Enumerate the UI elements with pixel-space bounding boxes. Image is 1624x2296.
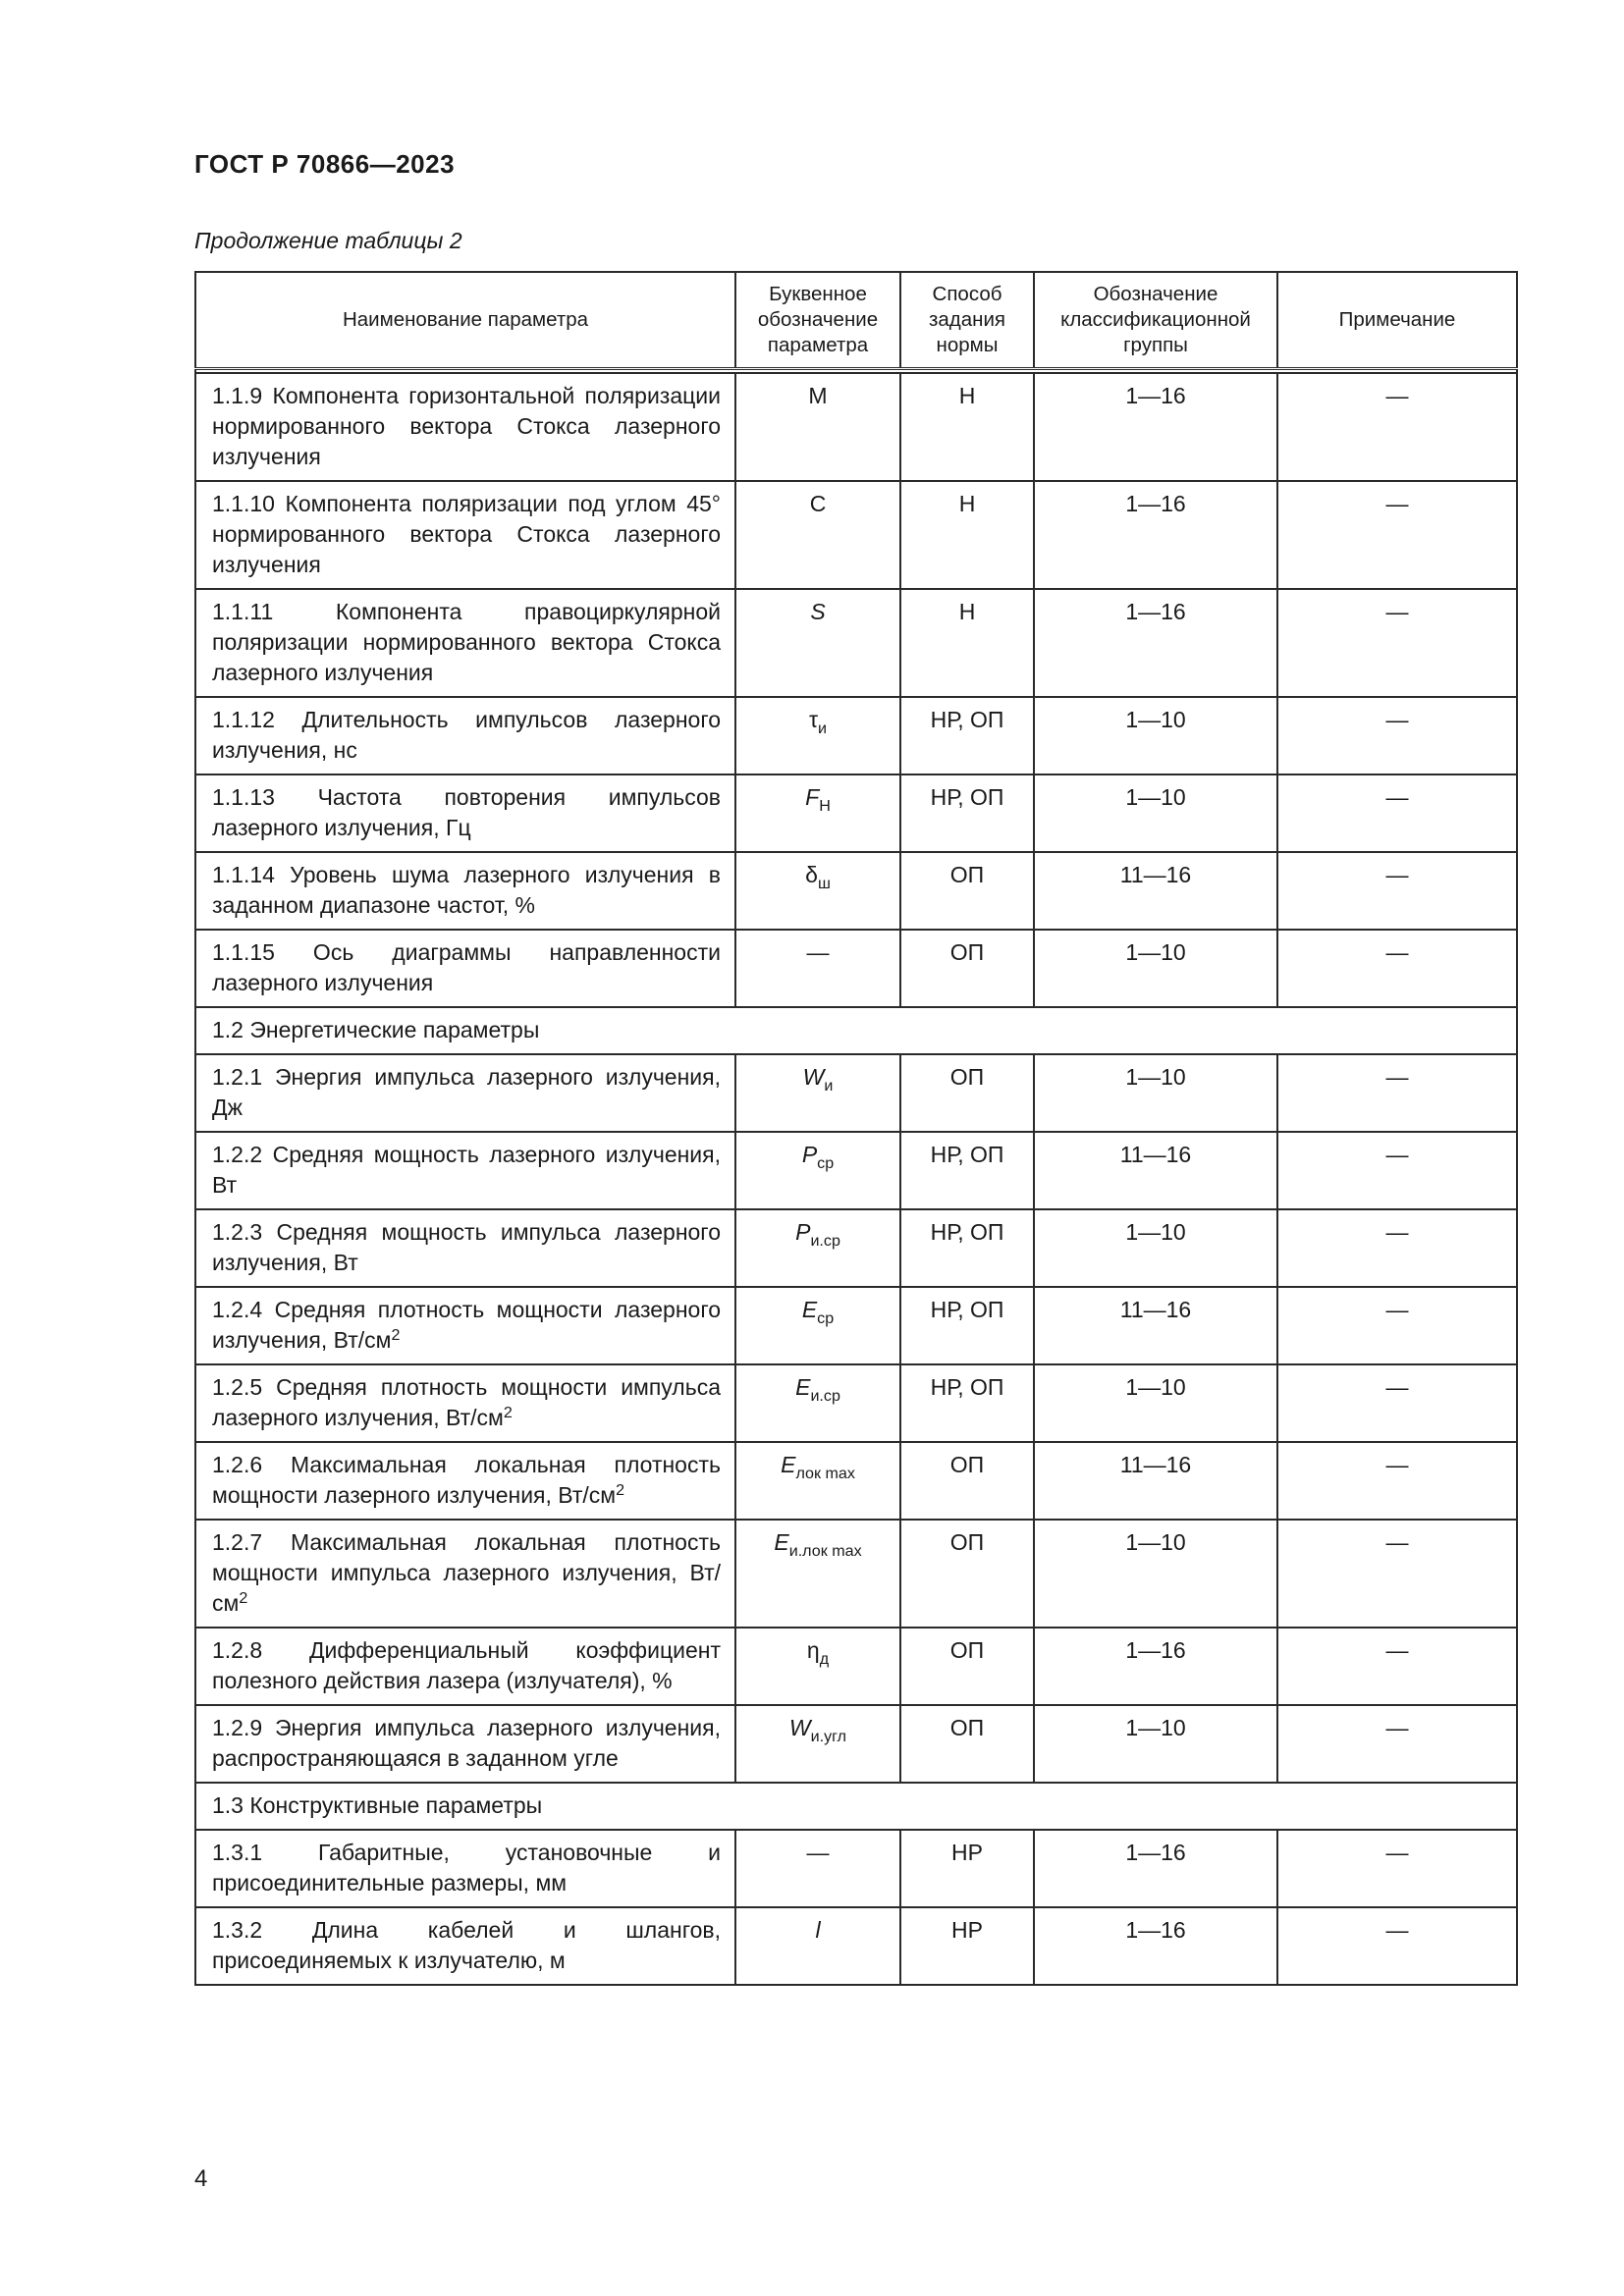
parameter-name — [195, 1132, 735, 1209]
parameter-name — [195, 852, 735, 930]
table-row — [195, 589, 1517, 697]
parameter-symbol — [735, 1442, 900, 1520]
symbol-letter: η — [806, 1636, 820, 1663]
symbol-letter: W — [788, 1714, 811, 1740]
parameters-table — [194, 271, 1518, 1986]
parameter-symbol — [735, 589, 900, 697]
classification-group: 1—10 — [1034, 1209, 1277, 1287]
symbol-letter: S — [810, 598, 826, 624]
parameter-name — [195, 697, 735, 774]
table-row — [195, 852, 1517, 930]
classification-group: 11—16 — [1034, 852, 1277, 930]
classification-group: 1—10 — [1034, 1054, 1277, 1132]
parameter-name — [195, 1520, 735, 1628]
classification-group: 11—16 — [1034, 1442, 1277, 1520]
note: — — [1277, 1628, 1517, 1705]
table-row — [195, 930, 1517, 1007]
note: — — [1277, 373, 1517, 481]
parameter-symbol — [735, 373, 900, 481]
norm-method: НР — [900, 1830, 1034, 1907]
parameter-name — [195, 1628, 735, 1705]
table-row — [195, 1442, 1517, 1520]
classification-group: 11—16 — [1034, 1132, 1277, 1209]
header-method: Способ задания нормы — [900, 272, 1034, 368]
classification-group: 1—10 — [1034, 1520, 1277, 1628]
norm-method: НР, ОП — [900, 1364, 1034, 1442]
symbol-subscript: ш — [817, 874, 831, 892]
symbol-subscript: ср — [817, 1153, 835, 1172]
document-title: ГОСТ Р 70866—2023 — [194, 149, 456, 179]
parameter-symbol — [735, 930, 900, 1007]
symbol-letter: E — [801, 1296, 818, 1322]
parameter-name-text: 1.1.9 Компонента горизонтальной поляризации нормированного вектора Стокса лазерного излучения — [212, 382, 721, 469]
norm-method: ОП — [900, 1705, 1034, 1783]
table-header-row — [195, 272, 1517, 368]
symbol-letter: C — [809, 490, 827, 516]
note: — — [1277, 1364, 1517, 1442]
parameter-name-text: 1.2.7 Максимальная локальная плотность мощности импульса лазерного излучения, Вт/см — [212, 1528, 721, 1616]
table-row — [195, 1132, 1517, 1209]
symbol-letter: E — [781, 1451, 796, 1477]
classification-group: 1—10 — [1034, 1364, 1277, 1442]
parameter-symbol — [735, 1054, 900, 1132]
section-title: 1.2 Энергетические параметры — [195, 1007, 1517, 1054]
parameter-name — [195, 1287, 735, 1364]
note: — — [1277, 1132, 1517, 1209]
norm-method: ОП — [900, 852, 1034, 930]
norm-method: ОП — [900, 1628, 1034, 1705]
parameter-name — [195, 1209, 735, 1287]
note: — — [1277, 1287, 1517, 1364]
parameter-symbol — [735, 1287, 900, 1364]
unit-exponent: 2 — [391, 1325, 401, 1344]
norm-method: ОП — [900, 1054, 1034, 1132]
symbol-subscript: и.угл — [810, 1727, 847, 1745]
table-row — [195, 1520, 1517, 1628]
symbol-letter: W — [802, 1063, 825, 1090]
header-note: Примечание — [1277, 272, 1517, 368]
symbol-letter: F — [805, 783, 820, 810]
parameter-name-text: 1.3.2 Длина кабелей и шлангов, присоединяемых к излучателю, м — [212, 1916, 721, 1973]
symbol-subscript: и.лок max — [788, 1541, 862, 1560]
note: — — [1277, 852, 1517, 930]
norm-method: НР — [900, 1907, 1034, 1985]
table-row — [195, 774, 1517, 852]
table-row — [195, 697, 1517, 774]
classification-group: 1—16 — [1034, 1830, 1277, 1907]
parameter-symbol — [735, 1628, 900, 1705]
classification-group: 1—10 — [1034, 774, 1277, 852]
symbol-letter: M — [808, 382, 828, 408]
note: — — [1277, 697, 1517, 774]
table-row — [195, 373, 1517, 481]
parameter-symbol — [735, 697, 900, 774]
table-row — [195, 1054, 1517, 1132]
table-row — [195, 1907, 1517, 1985]
norm-method: НР, ОП — [900, 1209, 1034, 1287]
symbol-letter: τ — [808, 706, 819, 732]
norm-method: Н — [900, 373, 1034, 481]
parameter-name — [195, 373, 735, 481]
note: — — [1277, 1830, 1517, 1907]
parameter-symbol — [735, 1364, 900, 1442]
parameter-name-text: 1.1.13 Частота повторения импульсов лазерного излучения, Гц — [212, 783, 721, 840]
parameter-name — [195, 1907, 735, 1985]
symbol-letter: — — [806, 938, 830, 965]
parameter-name — [195, 481, 735, 589]
parameter-name-text: 1.2.1 Энергия импульса лазерного излучения, Дж — [212, 1063, 721, 1120]
norm-method: НР, ОП — [900, 1132, 1034, 1209]
parameter-name-text: 1.2.8 Дифференциальный коэффициент полезного действия лазера (излучателя), % — [212, 1636, 721, 1693]
section-title: 1.3 Конструктивные параметры — [195, 1783, 1517, 1830]
parameter-name — [195, 930, 735, 1007]
symbol-subscript: и — [818, 719, 828, 737]
table-row — [195, 1364, 1517, 1442]
table-row — [195, 481, 1517, 589]
parameter-name-text: 1.2.5 Средняя плотность мощности импульса лазерного излучения, Вт/см — [212, 1373, 721, 1430]
parameter-name — [195, 1054, 735, 1132]
norm-method: ОП — [900, 1520, 1034, 1628]
parameter-name — [195, 1364, 735, 1442]
symbol-subscript: H — [819, 796, 831, 815]
page-number: 4 — [194, 2165, 208, 2192]
symbol-letter: E — [774, 1528, 789, 1555]
parameter-name-text: 1.2.6 Максимальная локальная плотность мощности лазерного излучения, Вт/см — [212, 1451, 721, 1508]
norm-method: ОП — [900, 930, 1034, 1007]
parameter-name-text: 1.2.2 Средняя мощность лазерного излучения, Вт — [212, 1141, 721, 1198]
parameter-name-text: 1.2.3 Средняя мощность импульса лазерного излучения, Вт — [212, 1218, 721, 1275]
parameter-symbol — [735, 1907, 900, 1985]
symbol-subscript: и — [824, 1076, 834, 1095]
norm-method: Н — [900, 481, 1034, 589]
classification-group: 1—16 — [1034, 481, 1277, 589]
parameter-symbol — [735, 1705, 900, 1783]
parameter-symbol — [735, 852, 900, 930]
section-row — [195, 1783, 1517, 1830]
unit-exponent: 2 — [616, 1480, 625, 1499]
parameter-name-text: 1.3.1 Габаритные, установочные и присоединительные размеры, мм — [212, 1839, 721, 1896]
parameter-name-text: 1.1.11 Компонента правоциркулярной поляризации нормированного вектора Стокса лазерного излучения — [212, 598, 721, 685]
classification-group: 1—16 — [1034, 1907, 1277, 1985]
classification-group: 1—16 — [1034, 1628, 1277, 1705]
table-caption: Продолжение таблицы 2 — [194, 228, 462, 253]
symbol-letter: l — [815, 1916, 821, 1943]
table-row — [195, 1705, 1517, 1783]
classification-group: 1—16 — [1034, 589, 1277, 697]
classification-group: 1—16 — [1034, 373, 1277, 481]
parameter-symbol — [735, 1520, 900, 1628]
symbol-subscript: и.ср — [810, 1231, 840, 1250]
section-row — [195, 1007, 1517, 1054]
classification-group: 1—10 — [1034, 1705, 1277, 1783]
symbol-subscript: лок max — [795, 1464, 855, 1482]
parameter-symbol — [735, 481, 900, 589]
symbol-letter: — — [806, 1839, 830, 1865]
parameter-symbol — [735, 1132, 900, 1209]
parameter-name — [195, 1705, 735, 1783]
note: — — [1277, 1209, 1517, 1287]
unit-exponent: 2 — [239, 1588, 248, 1607]
header-name: Наименование параметра — [195, 272, 735, 368]
parameter-symbol — [735, 1209, 900, 1287]
parameter-name — [195, 1442, 735, 1520]
note: — — [1277, 1442, 1517, 1520]
parameter-symbol — [735, 1830, 900, 1907]
parameter-name-text: 1.1.15 Ось диаграммы направленности лазерного излучения — [212, 938, 721, 995]
note: — — [1277, 774, 1517, 852]
note: — — [1277, 1907, 1517, 1985]
table-row — [195, 1830, 1517, 1907]
parameter-name-text: 1.1.12 Длительность импульсов лазерного излучения, нс — [212, 706, 721, 763]
symbol-subscript: д — [819, 1649, 830, 1668]
classification-group: 1—10 — [1034, 930, 1277, 1007]
symbol-letter: P — [801, 1141, 818, 1167]
classification-group: 11—16 — [1034, 1287, 1277, 1364]
parameter-symbol — [735, 774, 900, 852]
parameter-name-text: 1.2.9 Энергия импульса лазерного излучения, распространяющаяся в заданном угле — [212, 1714, 721, 1771]
parameter-name-text: 1.2.4 Средняя плотность мощности лазерного излучения, Вт/см — [212, 1296, 721, 1353]
symbol-letter: P — [795, 1218, 811, 1245]
parameter-name-text: 1.1.10 Компонента поляризации под углом 45° нормированного вектора Стокса лазерного излучения — [212, 490, 721, 577]
norm-method: НР, ОП — [900, 697, 1034, 774]
norm-method: Н — [900, 589, 1034, 697]
symbol-subscript: и.ср — [810, 1386, 840, 1405]
note: — — [1277, 1520, 1517, 1628]
header-group: Обозначение классификационной группы — [1034, 272, 1277, 368]
table-body — [195, 368, 1517, 1985]
note: — — [1277, 1054, 1517, 1132]
table-row — [195, 1209, 1517, 1287]
symbol-letter: δ — [805, 861, 818, 887]
unit-exponent: 2 — [503, 1403, 513, 1421]
table-row — [195, 1628, 1517, 1705]
parameter-name — [195, 1830, 735, 1907]
table-row — [195, 1287, 1517, 1364]
parameter-name-text: 1.1.14 Уровень шума лазерного излучения в заданном диапазоне частот, % — [212, 861, 721, 918]
symbol-letter: E — [795, 1373, 811, 1400]
norm-method: НР, ОП — [900, 1287, 1034, 1364]
parameter-name — [195, 774, 735, 852]
symbol-subscript: ср — [817, 1308, 835, 1327]
header-symbol: Буквенное обозначение параметра — [735, 272, 900, 368]
classification-group: 1—10 — [1034, 697, 1277, 774]
note: — — [1277, 589, 1517, 697]
parameter-name — [195, 589, 735, 697]
note: — — [1277, 930, 1517, 1007]
norm-method: НР, ОП — [900, 774, 1034, 852]
note: — — [1277, 1705, 1517, 1783]
norm-method: ОП — [900, 1442, 1034, 1520]
note: — — [1277, 481, 1517, 589]
